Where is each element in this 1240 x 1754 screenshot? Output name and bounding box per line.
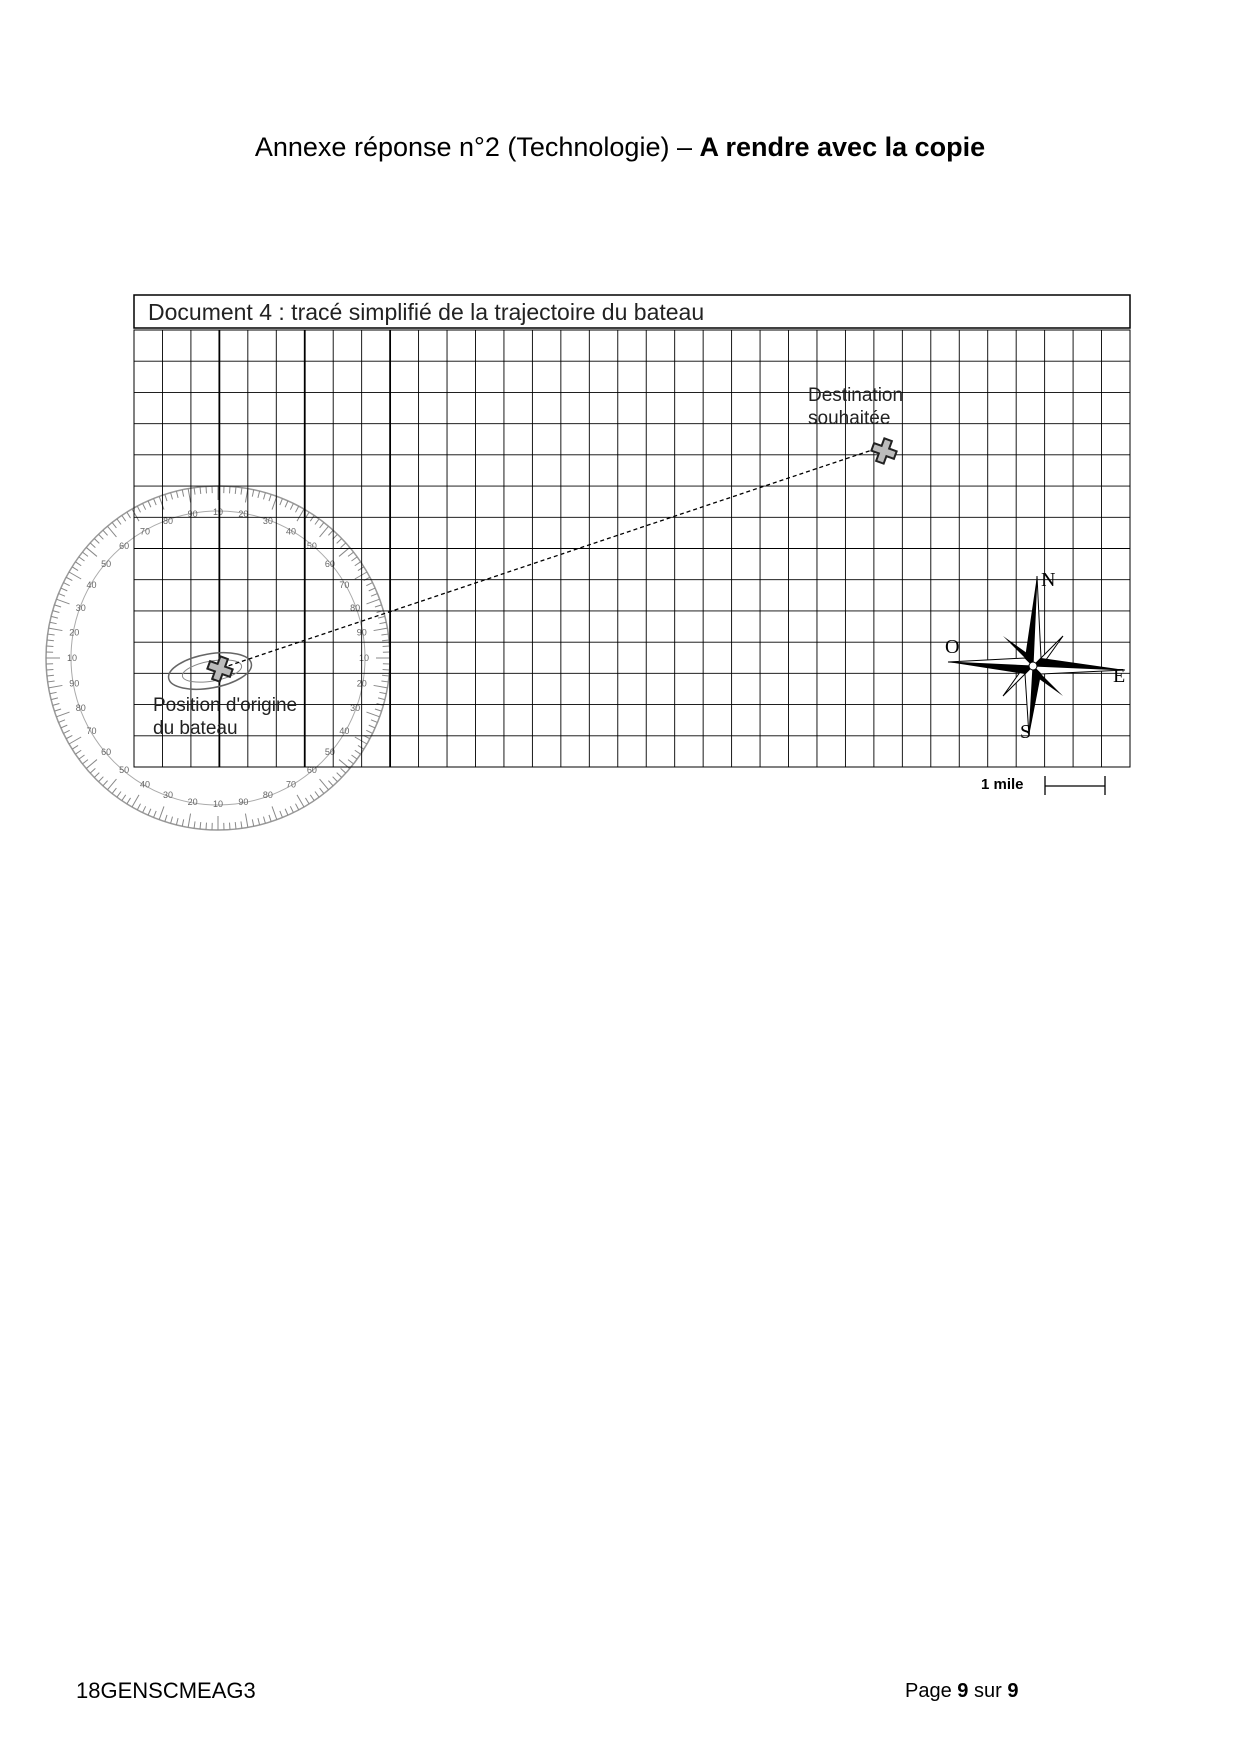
protractor-tick [188, 489, 190, 503]
protractor-tick [63, 730, 69, 733]
protractor-tick [75, 750, 81, 754]
compass-south: S [1020, 721, 1032, 743]
protractor-tick [241, 488, 242, 495]
protractor-label: 50 [324, 746, 335, 757]
protractor-label: 80 [163, 515, 174, 526]
protractor-tick [328, 781, 333, 786]
protractor-label: 50 [101, 559, 112, 570]
protractor-tick [366, 583, 372, 586]
protractor-tick [66, 577, 72, 580]
protractor-tick [61, 588, 67, 591]
protractor-tick [53, 611, 60, 613]
protractor-tick [355, 750, 361, 754]
compass-rose-icon [945, 569, 1125, 743]
protractor-label: 60 [324, 559, 335, 570]
protractor-tick [381, 634, 388, 635]
protractor-tick [371, 720, 377, 723]
protractor-tick [90, 768, 95, 773]
trajectory-line [222, 448, 878, 668]
protractor-tick [375, 709, 382, 711]
protractor-label: 60 [119, 541, 130, 552]
protractor-tick [200, 822, 201, 829]
protractor-label: 40 [86, 580, 97, 590]
protractor-tick [69, 737, 81, 744]
protractor-label: 50 [119, 764, 130, 775]
protractor-tick [148, 809, 151, 815]
protractor-tick [59, 720, 65, 723]
protractor-label: 80 [75, 702, 86, 713]
protractor-tick [369, 725, 375, 728]
protractor-label: 90 [187, 509, 198, 520]
protractor-tick [382, 640, 389, 641]
protractor-tick [315, 519, 319, 525]
protractor-label: 20 [187, 796, 198, 807]
protractor-tick [200, 487, 201, 494]
protractor-tick [297, 795, 304, 807]
protractor-label: 20 [238, 509, 249, 520]
protractor-tick [154, 499, 157, 505]
protractor-tick [117, 791, 121, 797]
protractor-tick [103, 530, 108, 535]
protractor-tick [379, 692, 386, 693]
protractor-tick [132, 795, 139, 807]
protractor-tick [258, 818, 260, 825]
protractor-tick [132, 509, 139, 521]
protractor-label: 60 [101, 746, 112, 757]
protractor-tick [348, 552, 354, 556]
protractor-tick [269, 815, 271, 822]
protractor-tick [258, 491, 260, 498]
protractor-tick [341, 543, 346, 548]
protractor-tick [328, 530, 333, 535]
protractor-tick [94, 773, 99, 778]
protractor-tick [341, 768, 346, 773]
protractor-tick [320, 522, 324, 528]
protractor-tick [378, 616, 385, 618]
figure-caption: Document 4 : tracé simplifié de la trajectoire du bateau [148, 299, 705, 325]
compass-north: N [1041, 569, 1056, 591]
protractor-label: 30 [75, 603, 86, 614]
protractor-tick [290, 806, 293, 812]
destination-marker [869, 436, 900, 467]
document-code: 18GENSCMEAG3 [76, 1678, 256, 1703]
protractor-tick [378, 698, 385, 700]
protractor-label: 80 [350, 603, 361, 614]
protractor-tick [48, 681, 55, 682]
destination-label-line1: Destination [808, 385, 904, 406]
protractor-label: 90 [238, 796, 249, 807]
protractor-tick [79, 755, 85, 759]
protractor-tick [310, 795, 314, 801]
protractor-label: 90 [69, 678, 80, 689]
protractor-tick [51, 616, 58, 618]
protractor-tick [79, 557, 85, 561]
protractor-tick [182, 490, 183, 497]
protractor-tick [127, 798, 131, 804]
protractor-tick [49, 685, 63, 687]
protractor-tick [337, 539, 342, 544]
protractor-tick [72, 567, 78, 571]
protractor-tick [333, 777, 338, 782]
protractor-tick [358, 745, 364, 749]
protractor-tick [381, 681, 388, 682]
protractor-tick [351, 755, 357, 759]
protractor-tick [47, 675, 54, 676]
protractor-tick [107, 779, 116, 790]
protractor-tick [369, 588, 375, 591]
protractor-label: 70 [86, 726, 97, 736]
protractor-tick [320, 779, 329, 790]
protractor-tick [351, 557, 357, 561]
protractor-tick [245, 814, 247, 828]
protractor-tick [48, 634, 55, 635]
protractor-tick [269, 494, 271, 501]
protractor-label: 40 [285, 526, 297, 537]
protractor-tick [263, 817, 265, 824]
protractor-tick [75, 562, 81, 566]
protractor-tick [86, 760, 97, 769]
protractor-tick [182, 819, 183, 826]
protractor-tick [171, 817, 173, 824]
protractor-label: 70 [139, 526, 151, 537]
protractor-tick [143, 806, 146, 812]
protractor-tick [49, 628, 63, 630]
protractor-tick [90, 543, 95, 548]
protractor-tick [137, 506, 140, 512]
protractor-tick [285, 809, 288, 815]
protractor-tick [50, 692, 57, 693]
scale-label: 1 mile [981, 776, 1024, 793]
protractor-tick [297, 509, 304, 521]
origin-label-line1: Position d'origine [153, 695, 298, 716]
protractor-tick [99, 777, 104, 782]
protractor-tick [252, 819, 253, 826]
protractor [46, 486, 390, 830]
protractor-tick [188, 814, 190, 828]
protractor-tick [374, 685, 388, 687]
page-current: 9 [957, 1680, 969, 1702]
protractor-label: 70 [285, 779, 297, 790]
compass-west: O [945, 636, 960, 658]
protractor-tick [382, 675, 389, 676]
protractor-tick [53, 703, 60, 705]
protractor-tick [171, 493, 173, 500]
protractor-tick [285, 501, 288, 507]
protractor-tick [82, 760, 88, 764]
protractor-tick [122, 515, 126, 521]
protractor-tick [355, 737, 367, 744]
protractor-label: 10 [66, 653, 78, 663]
protractor-tick [295, 506, 298, 512]
protractor-label: 90 [356, 627, 367, 638]
protractor-tick [194, 488, 195, 495]
protractor-tick [61, 725, 67, 728]
protractor-tick [355, 562, 361, 566]
protractor-tick [86, 547, 97, 556]
protractor-tick [56, 599, 69, 604]
protractor-tick [51, 698, 58, 700]
protractor-tick [54, 709, 61, 711]
protractor-tick [143, 503, 146, 509]
origin-marker [205, 654, 236, 685]
scale-bar [981, 776, 1105, 795]
protractor-tick [99, 534, 104, 539]
protractor-tick [122, 795, 126, 801]
protractor-tick [241, 821, 242, 828]
page-total: 9 [1007, 1680, 1019, 1702]
page-title-bold: A rendre avec la copie [699, 132, 986, 162]
page-number [905, 1680, 1018, 1703]
protractor-tick [366, 712, 379, 717]
protractor-tick [54, 605, 61, 607]
protractor-label: 20 [356, 678, 367, 689]
protractor-tick [165, 815, 167, 822]
protractor-tick [305, 798, 309, 804]
protractor-label: 70 [339, 580, 350, 590]
protractor-tick [290, 503, 293, 509]
protractor-tick [235, 487, 236, 494]
protractor-tick [107, 526, 116, 537]
page-title-plain: Annexe réponse n°2 (Technologie) – [254, 132, 692, 162]
protractor-label: 80 [262, 790, 273, 801]
protractor-tick [374, 628, 388, 630]
protractor-tick [112, 788, 116, 794]
protractor-label: 30 [262, 515, 273, 526]
protractor-tick [194, 821, 195, 828]
compass-east: E [1113, 665, 1126, 687]
protractor-label: 30 [350, 702, 361, 713]
protractor-tick [176, 491, 178, 498]
protractor-tick [379, 622, 386, 623]
protractor-tick [320, 526, 329, 537]
protractor-tick [355, 572, 367, 579]
protractor-tick [235, 822, 236, 829]
protractor-tick [159, 496, 164, 509]
protractor-label: 40 [339, 726, 350, 736]
protractor-tick [117, 519, 121, 525]
protractor-tick [66, 735, 72, 738]
protractor-tick [72, 745, 78, 749]
protractor-label: 10 [212, 799, 224, 809]
protractor-tick [63, 583, 69, 586]
protractor-tick [148, 501, 151, 507]
protractor-tick [320, 788, 324, 794]
protractor-tick [176, 818, 178, 825]
protractor-label: 60 [306, 764, 317, 775]
protractor-tick [310, 515, 314, 521]
protractor-tick [127, 512, 131, 518]
protractor-tick [366, 599, 379, 604]
protractor-tick [252, 490, 253, 497]
protractor-tick [50, 622, 57, 623]
page-middle: sur [973, 1680, 1002, 1702]
protractor-label: 20 [69, 627, 80, 638]
protractor-tick [366, 730, 372, 733]
protractor-tick [112, 522, 116, 528]
protractor-tick [358, 567, 364, 571]
protractor-tick [348, 760, 354, 764]
protractor-tick [154, 811, 157, 817]
protractor-tick [280, 811, 283, 817]
protractor-tick [94, 539, 99, 544]
protractor-label: 10 [358, 653, 370, 663]
origin-label-line2: du bateau [153, 718, 238, 739]
protractor-tick [371, 594, 377, 597]
boat-icon [166, 647, 255, 695]
protractor-tick [137, 804, 140, 810]
protractor-tick [56, 712, 69, 717]
protractor-tick [337, 773, 342, 778]
protractor-label: 30 [163, 790, 174, 801]
protractor-tick [165, 494, 167, 501]
protractor-tick [272, 806, 277, 819]
protractor-tick [82, 552, 88, 556]
protractor-label: 10 [212, 507, 224, 517]
destination-label-line2: souhaitée [808, 408, 891, 429]
protractor-tick [295, 804, 298, 810]
protractor-label: 50 [306, 541, 317, 552]
protractor-tick [47, 640, 54, 641]
protractor-tick [159, 806, 164, 819]
page-prefix: Page [905, 1680, 952, 1702]
protractor-label: 40 [139, 779, 151, 790]
protractor-tick [375, 605, 382, 607]
protractor-tick [315, 791, 319, 797]
protractor-tick [59, 594, 65, 597]
protractor-tick [280, 499, 283, 505]
protractor-tick [263, 493, 265, 500]
protractor-tick [103, 781, 108, 786]
protractor-tick [69, 572, 81, 579]
